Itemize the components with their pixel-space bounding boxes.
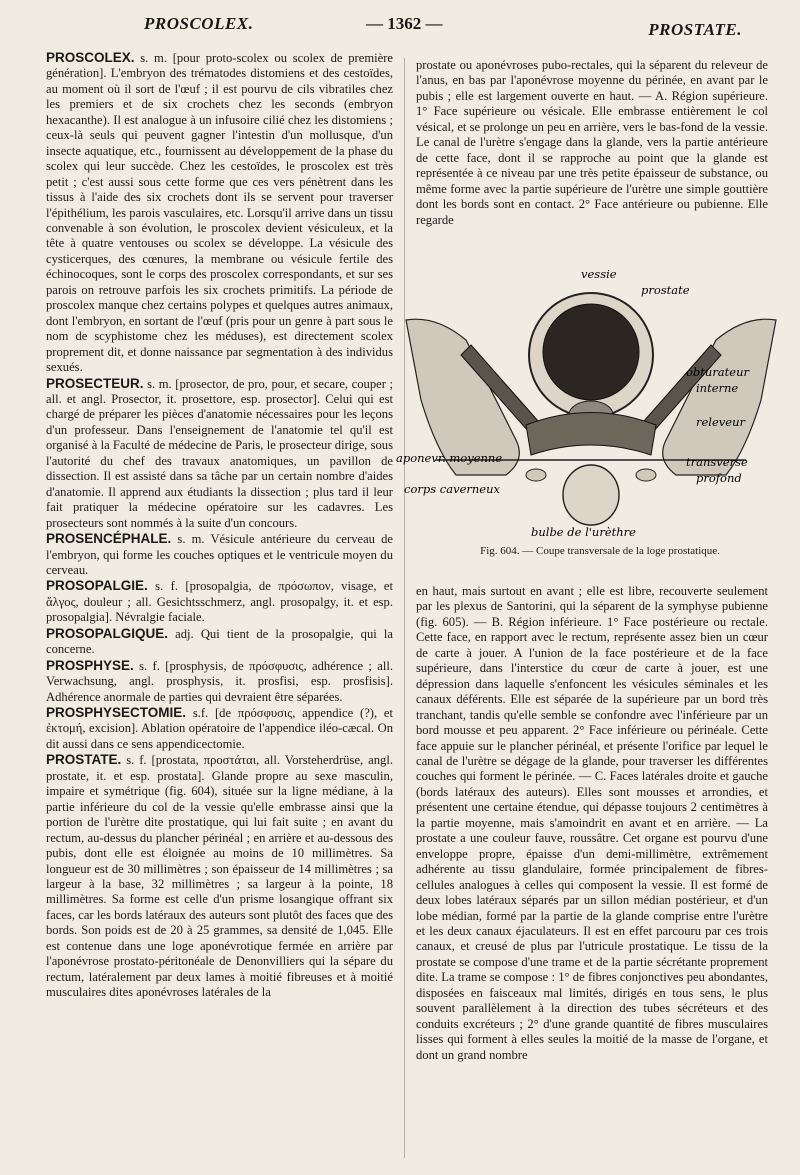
entry-prosphyse	[46, 658, 393, 705]
label-bulbe: bulbe de l'urèthre	[531, 525, 636, 539]
bladder-neck	[543, 304, 639, 400]
entry-text: adj. Qui tient de la prosopalgie, qui la concerne.	[46, 626, 393, 657]
page-number: — 1362 —	[366, 14, 443, 33]
entry-prosopalgie	[46, 578, 393, 625]
headword: PROSTATE.	[46, 752, 122, 768]
entry-prosecteur	[46, 376, 393, 532]
label-transverse: transverse	[686, 455, 748, 469]
column-divider	[404, 58, 405, 1158]
entry-prostate	[46, 752, 393, 1000]
entry-text: s. m. Vésicule antérieure du cerveau de l'embryon, qui forme les couches optiques et le ventricule moyen du cerveau.	[46, 532, 393, 577]
entry-text: s. f. [prostata, προστάται, all. Vorsteherdrüse, angl. prostate, it. et esp. prostata]. Glande propre au sexe masculin, impaire et symétrique (fig. 604), située sur la ligne médiane, à la partie inférieure du col de la vessie qu'elle embrasse ainsi que la portion de l'urètre dite prostatique, qui lui fait suite ; en avant du rectum, au-dessus du plancher périnéal ; en arrière et au-dessous des pubis, dont elle est éloignée au moins de 10 millimètres. Sa longueur est de 30 millimètres ; son épaisseur de 14 millimètres ; sa largeur à la base, 32 millimètres ; sa largeur à la pointe, 18 millimètres. Sa forme est celle d'un prisme losangique offrant six faces, car les bords latéraux des auteurs sont plutôt des faces que des bords. Son poids est de 20 à 25 grammes, sa densité de 1,045. Elle est contenue dans une loge aponévrotique fermée en arrière par l'aponévrose prostato-péritonéale de Denonvilliers qui la sépare du rectum, latéralement par deux lames à moitié fibreuses et à moitié musculaires dites aponévroses latérales de la	[46, 753, 393, 1000]
headword: PROSECTEUR.	[46, 375, 144, 391]
entry-text: s. f. [prosphysis, de πρόσφυσις, adhérence ; all. Verwachsung, angl. prosphysis, it. prosfisi, esp. prosfisis]. Adhérence anormale de parties qui devraient être séparées.	[46, 658, 393, 704]
entry-prosopalgique	[46, 626, 393, 658]
entry-text: s. f. [prosopalgia, de πρόσωπον, visage, et ἄλγος, douleur ; all. Gesichtsschmerz, angl. prosopalgy, it. et esp. prosopalgia]. Névralgie faciale.	[46, 579, 393, 625]
entry-text: s. m. [prosector, de pro, pour, et secare, couper ; all. et angl. Prosector, it. prosettore, esp. prosector]. Celui qui est chargé de préparer les pièces d'anatomie nécessaires pour les leçons d'un professeur. Dans l'enseignement de l'anatomie tel qu'il est organisé à la Faculté de médecine de Paris, le prosecteur dirige, sous l'autorité du chef des travaux anatomiques, un pavillon de dissection. Il est assisté dans sa tâche par un certain nombre d'aides d'anatomie. Il apprend aux étudiants la dissection ; plus tard il leur fait pratiquer la médecine opératoire sur les cadavres. Les prosecteurs sont nommés à la suite d'un concours.	[46, 376, 393, 530]
figure-604-prostate-section	[396, 260, 786, 560]
page-header	[36, 14, 764, 42]
header-right-word: PROSTATE.	[648, 20, 742, 39]
headword: PROSPHYSE.	[46, 657, 134, 673]
label-prostate: prostate	[641, 283, 690, 297]
entry-prosencephale	[46, 531, 393, 578]
left-corpus-cavernosum	[526, 469, 546, 481]
left-column	[46, 50, 393, 1001]
headword: PROSOPALGIE.	[46, 578, 148, 594]
urethral-bulb	[563, 465, 619, 525]
prostate-continuation-top: prostate ou aponévroses pubo-rectales, qui la séparent du releveur de l'anus, en bas par l'aponévrose moyenne du périnée, en avant par le pubis ; elle est largement ouverte en haut. — A. Région supérieure. 1° Face supérieure ou vésicale. Elle embrasse entièrement le col vésical, et se prolonge un peu en arrière, vers le bas-fond de la vessie. Le canal de l'urètre s'engage dans la glande, vers la partie antérieure de cette face, dont il se rapproche au point que la glande est représentée à ce niveau par une très petite épaisseur de substance, ou même forme avec la partie supérieure de l'urètre une simple gouttière dont les bords sont en contact. 2° Face antérieure ou pubienne. Elle regarde	[416, 58, 768, 227]
label-profond: profond	[696, 471, 742, 485]
right-column-bottom	[416, 584, 768, 1063]
headword: PROSCOLEX.	[46, 50, 135, 65]
headword: PROSPHYSECTOMIE.	[46, 705, 187, 721]
header-left-word: PROSCOLEX.	[144, 14, 254, 33]
label-releveur: releveur	[696, 415, 745, 429]
headword: PROSENCÉPHALE.	[46, 531, 172, 547]
label-vessie: vessie	[581, 267, 617, 281]
label-interne: interne	[696, 381, 739, 395]
label-obturateur: obturateur	[686, 365, 749, 379]
right-column-top	[416, 58, 768, 228]
entry-proscolex	[46, 50, 393, 376]
entry-prosphysectomie	[46, 705, 393, 752]
label-aponevrose: aponevr. moyenne	[396, 451, 503, 465]
entry-text: s. m. [pour proto-scolex ou scolex de première génération]. L'embryon des trématodes distomiens et des cestoïdes, au moment où il sort de l'œuf ; il est pourvu de cils vibratiles chez les premiers et de six crochets chez les seconds (embryon hexacanthe). Il est analogue à un infusoire cilié chez les distomiens ; ceux-là seuls qui peuvent gagner l'intestin d'un mollusque, d'un insecte aquatique, etc., fournissent au développement de la phase du scolex qui leur succède. Chez les cestoïdes, le proscolex est très petit ; c'est aussi sous cette forme que ces vers pénètrent dans les tissus à l'aide des six crochets dont ils se servent pour traverser l'épithélium, les parois vasculaires, etc. Lorsqu'il arrive dans un tissu convenable à son évolution, le proscolex devient vésiculeux, et la tête à quatre ventouses ou scolex se développe. La vésicule des cysticerques, des cœnures, la membrane ou vésicule fertile des échinocoques, sont le corps des proscolex correspondants, et sur ses parois on retrouve parfois les six crochets primitifs. La période de proscolex manque chez certains polypes et quelques autres animaux, dont l'embryon, en sortant de l'œuf (pris pour un genre à part sous le nom de scyphistome chez les méduses), est directement scolex proprement dit, et donne naissance par segmentation à des individus sexués.	[46, 51, 393, 375]
transverse-muscle	[526, 413, 656, 456]
label-corps-caverneux: corps caverneux	[404, 482, 500, 496]
prostate-continuation-bottom: en haut, mais surtout en avant ; elle est libre, recouverte seulement par les plexus de Santorini, qui la séparent de la symphyse pubienne (fig. 605). — B. Région inférieure. 1° Face postérieure ou rectale. Cette face, en rapport avec le rectum, représente assez bien un cœur de carte à jouer. A l'union de la face postérieure et de la face supérieure, dans l'interstice du cœur de carte à jouer, est une dépression dans laquelle s'enfoncent les vésicules séminales et les canaux déférents. Elle est séparée de la supérieure par un bord très tranchant, tandis qu'elle semble se confondre avec l'inférieure par un bord mousse et peu apparent. 2° Face inférieure ou périnéale. Cette face appuie sur le plancher périnéal, et présente l'orifice par lequel le canal de l'urètre se dégage de la glande, pour traverser les différentes couches qui forment le périnée. — C. Faces latérales droite et gauche (bords latéraux des auteurs). Elles sont mousses et arrondies, et présentent une certaine étendue, qui dépasse toujours 2 centimètres à la partie moyenne, mais s'amoindrit en avant et en arrière. — La prostate a une couleur fauve, roussâtre. Cet organe est pourvu d'une enveloppe propre, épaisse d'un demi-millimètre, extrêmement adhérente au tissu glandulaire, formée principalement de fibres-cellules analogues à celles qui composent la vessie. Il est formé de deux lobes latéraux séparés par un sillon médian postérieur, et d'un lobe médian, formé par la partie de la glande comprise entre l'urètre et les deux canaux éjaculateurs. Il est en effet parcouru par ces trois canaux, et creusé de plus par l'utricule prostatique. Le tissu de la prostate se compose d'une trame et de la partie sécrétante proprement dite. La trame se compose : 1° de fibres conjonctives peu abondantes, disposées en faisceaux mal limités, dirigés en tous sens, le plus souvent parallèlement à la direction des tubes sécréteurs et des conduits excréteurs ; 2° d'une grande quantité de fibres musculaires lisses qui forment à elles seules la moitié de la masse de l'organe, et dont un grand nombre	[416, 584, 768, 1062]
entry-text: s.f. [de πρόσφυσις, appendice (?), et ἐκτομή, excision]. Ablation opératoire de l'appendice iléo-cæcal. On dit aussi dans ce sens appendicectomie.	[46, 706, 393, 751]
headword: PROSOPALGIQUE.	[46, 625, 169, 641]
right-corpus-cavernosum	[636, 469, 656, 481]
figure-caption: Fig. 604. — Coupe transversale de la loge prostatique.	[480, 545, 720, 557]
